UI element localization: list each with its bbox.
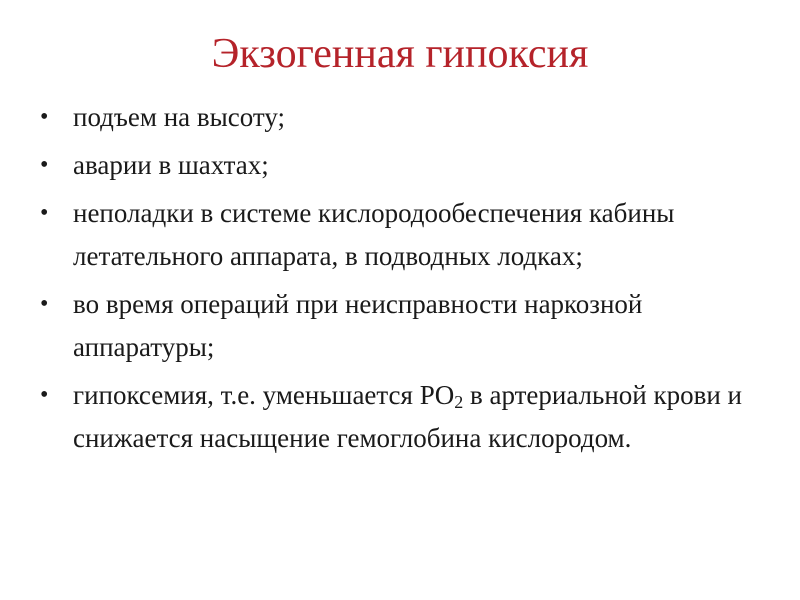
bullet-icon: • (40, 382, 49, 408)
list-item (40, 283, 760, 369)
bullet-list (40, 96, 760, 465)
list-item-text (73, 380, 742, 453)
list-item-text-before: гипоксемия, т.е. уменьшается PO (73, 380, 455, 410)
slide-title: Экзогенная гипоксия (211, 31, 589, 77)
list-item-text-after: в артериальной крови и снижается насыщение гемоглобина кислородом. (73, 380, 742, 453)
list-item (40, 96, 760, 139)
list-item-text: во время операций при неисправности наркозной аппаратуры; (73, 289, 643, 362)
bullet-icon: • (40, 291, 49, 317)
list-item-text: аварии в шахтах; (73, 150, 269, 180)
bullet-icon: • (40, 200, 49, 226)
list-item (40, 144, 760, 187)
list-item-text: подъем на высоту; (73, 102, 285, 132)
list-item-text: неполадки в системе кислородообеспечения кабины летательного аппарата, в подводных лодках; (73, 198, 675, 271)
bullet-icon: • (40, 104, 49, 130)
list-item (40, 192, 760, 278)
bullet-icon: • (40, 152, 49, 178)
subscript-2: 2 (454, 392, 464, 412)
list-item (40, 374, 760, 460)
